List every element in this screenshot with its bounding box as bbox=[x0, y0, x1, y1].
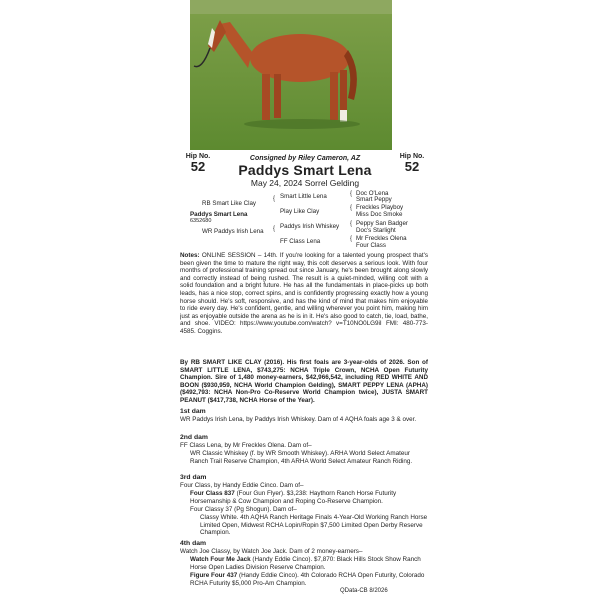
dam2-line-a: FF Class Lena, by Mr Freckles Olena. Dam of– bbox=[180, 442, 312, 449]
ped-sire-sire: Smart Little Lena bbox=[280, 193, 327, 200]
dam3-heading: 3rd dam bbox=[180, 474, 207, 481]
horse-photo-art bbox=[190, 0, 392, 150]
catalog-page bbox=[180, 0, 428, 600]
ped-sire: RB Smart Like Clay bbox=[202, 200, 256, 207]
dam2-line-b: WR Classic Whiskey (f. by WR Smooth Whiskey). ARHA World Select Amateur Ranch Trail Reserve Champion, 4th ARHA World Select Amateur Ranch Riding. bbox=[190, 450, 413, 465]
horse-photo bbox=[190, 0, 392, 150]
hip-label-left: Hip No. bbox=[185, 153, 211, 160]
dam1-text: WR Paddys Irish Lena, by Paddys Irish Whiskey. Dam of 4 AQHA foals age 3 & over. bbox=[180, 416, 417, 423]
notes-text: ONLINE SESSION – 14th. If you're looking for a talented young prospect that's been given the time to mature the right way, this colt deserves a serious look. With four months of professional training spread out since January, he's been brought along slowly and correctly instead of being rushed. The result is a quiet-minded, willing colt with a solid foundation and a bright future. He has all the fundamentals in place-picks up both leads, has a nice stop, correct spins, and is confidently progressing exactly how a young horse should. He's soft, responsive, and has the kind of mind that makes him enjoyable to ride every day. He's confident, gentle, and willing wherever you point him, making him just as enjoyable outside the arena as he is in it. He's also good to catch, tie, load, bathe, and shoe. VIDEO: https://www.youtube.com/watch? v=T10NO0LG9iI FMI: 480-773-4585. Coggins. bbox=[180, 252, 428, 335]
ped-brace: { bbox=[350, 221, 353, 227]
ped-brace: { bbox=[350, 191, 353, 197]
dam4-line-b bbox=[180, 556, 428, 571]
ped-horse: Paddys Smart Lena bbox=[190, 211, 248, 218]
ped-reg-no: 6352680 bbox=[190, 218, 212, 224]
dam4-heading: 4th dam bbox=[180, 540, 207, 547]
ped-sdd: Miss Doc Smoke bbox=[356, 211, 403, 218]
consignor: Consigned by Riley Cameron, AZ bbox=[249, 155, 361, 162]
ped-brace: { bbox=[273, 226, 276, 232]
ped-dsd: Doc's Starlight bbox=[356, 227, 396, 234]
notes-paragraph bbox=[180, 252, 428, 336]
ped-sds: Freckles Playboy bbox=[356, 204, 404, 211]
dam4-line-c bbox=[180, 572, 428, 587]
hip-value-right: 52 bbox=[404, 159, 420, 174]
dam4-line-c-text: (Handy Eddie Cinco). 4th Colorado RCHA Open Futurity, Colorado RCHA Futurity $5,000 Pro-Am Champion. bbox=[190, 572, 425, 587]
dam3-line-b-text: (Four Gun Flyer). $3,238: Haythorn Ranch Horse Futurity Horsemanship & Cow Champion and Roping Co-Reserve Champion. bbox=[190, 490, 397, 505]
dam4-line-a: Watch Joe Classy, by Watch Joe Jack. Dam of 2 money-earners– bbox=[180, 548, 363, 555]
ped-dam-dam: FF Class Lena bbox=[280, 238, 321, 245]
ped-dam-sire: Paddys Irish Whiskey bbox=[280, 223, 340, 230]
dam3-line-c: Four Classy 37 (Pg Shogun). Dam of– bbox=[190, 506, 297, 513]
dam4-line-c-name: Figure Four 437 bbox=[190, 572, 238, 579]
dam3-line-b-name: Four Class 837 bbox=[190, 490, 235, 497]
ped-dss: Peppy San Badger bbox=[356, 220, 408, 227]
dam2-heading: 2nd dam bbox=[180, 434, 208, 441]
dam4-line-b-text: (Handy Eddie Cinco). $7,870: Black Hills Stock Show Ranch Horse Open Ladies Division Reserve Champion. bbox=[190, 556, 421, 571]
dam4-line-b-name: Watch Four Me Jack bbox=[190, 556, 251, 563]
hip-label-right: Hip No. bbox=[399, 153, 425, 160]
ped-sire-dam: Play Like Clay bbox=[280, 208, 320, 215]
hip-value-left: 52 bbox=[190, 159, 206, 174]
horse-name: Paddys Smart Lena bbox=[238, 162, 372, 178]
notes-label: Notes: bbox=[180, 252, 200, 259]
ped-brace: { bbox=[350, 236, 353, 242]
dam3-line-b bbox=[180, 490, 428, 505]
ped-ddd: Four Class bbox=[356, 242, 386, 249]
foaling-info: May 24, 2024 Sorrel Gelding bbox=[250, 178, 360, 188]
sire-record bbox=[180, 359, 428, 405]
hip-number-right bbox=[394, 153, 428, 174]
ped-dam: WR Paddys Irish Lena bbox=[202, 228, 264, 235]
footer-code: QData-CB 8/2026 bbox=[340, 588, 388, 594]
sire-record-label: By RB SMART LIKE CLAY (2016). bbox=[180, 359, 285, 366]
ped-brace: { bbox=[273, 196, 276, 202]
dam1-heading: 1st dam bbox=[180, 408, 206, 415]
dam3-line-a: Four Class, by Handy Eddie Cinco. Dam of– bbox=[180, 482, 304, 489]
dam3-line-d: Classy White. 4th AQHA Ranch Heritage Finals 4-Year-Old Working Ranch Horse Limited Open, Midwest RCHA Lopin/Ropin $7,500 Limited Open Derby Reserve Champion. bbox=[200, 514, 428, 537]
ped-sss: Doc O'Lena bbox=[356, 190, 389, 197]
ped-dds: Mr Freckles Olena bbox=[356, 235, 407, 242]
hip-number-left bbox=[180, 153, 216, 174]
ped-brace: { bbox=[350, 205, 353, 211]
sire-record-text: His first foals are 3-year-olds of 2026. Son of SMART LITTLE LENA, $743,275: NCHA Triple Crown, NCHA Open Futurity Champion. Sire of 1,480 money-earners, $42,966,542, including RED WHITE AND BOON ($930,959, NCHA World Champion Gelding), SMART PEPPY LENA (APHA) ($492,793: NCHA Non-Pro Co-Reserve World Champion twice), JUSTA SMART PEANUT ($417,738, NCHA Horse of the Year). bbox=[180, 359, 428, 404]
ped-ssd: Smart Peppy bbox=[356, 196, 392, 203]
